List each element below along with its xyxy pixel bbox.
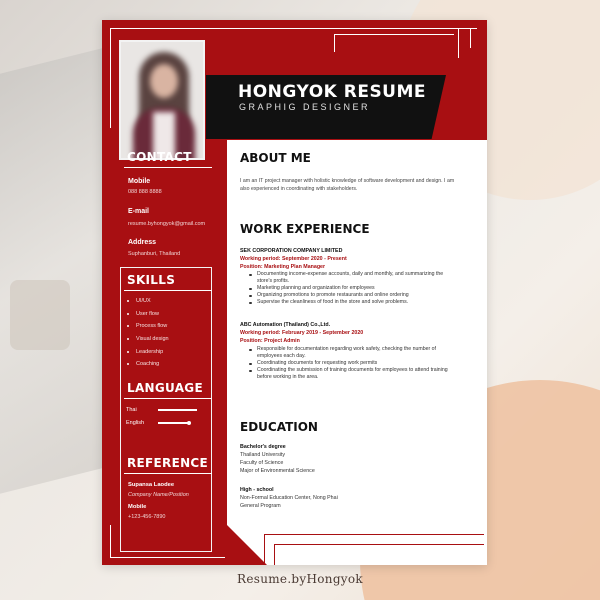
frame-line xyxy=(274,544,484,545)
education-degree: High - school xyxy=(240,487,274,493)
watermark-text: Resume.byHongyok xyxy=(237,572,363,586)
language-level-bar xyxy=(158,422,189,424)
education-degree: Bachelor's degree xyxy=(240,444,286,450)
reference-position: Company Name/Position xyxy=(128,492,189,498)
address-label: Address xyxy=(128,239,157,246)
job-duty: Coordinating the submission of training documents for employees to attend training before working in the area. xyxy=(248,367,458,381)
skill-item: UI/UX xyxy=(124,298,169,311)
education-line: Faculty of Science xyxy=(240,460,284,466)
language-label-english: English xyxy=(126,420,145,426)
corner-notch xyxy=(227,525,267,565)
education-line: Thailand University xyxy=(240,452,286,458)
job-duties xyxy=(248,346,458,381)
mobile-value: 088 888 8888 xyxy=(128,189,162,195)
frame-line xyxy=(264,534,484,535)
frame-line xyxy=(470,28,471,48)
skill-item: Leadership xyxy=(124,349,169,362)
job-duty: Documenting income-expense accounts, daily and monthly, and summarizing the store's profits. xyxy=(248,271,458,285)
job-duty: Supervise the cleanliness of food in the store and solve problems. xyxy=(248,299,458,306)
language-label-thai: Thai xyxy=(126,407,137,413)
job-position: Position: Marketing Plan Manager xyxy=(240,264,326,270)
reference-name: Supansa Laodee xyxy=(128,482,175,488)
job-duties xyxy=(248,271,458,306)
skills-heading: SKILLS xyxy=(127,273,176,287)
job-duty: Marketing planning and organization for employees xyxy=(248,285,458,292)
job-duty: Organizing promotions to promote restaurants and online ordering xyxy=(248,292,458,299)
frame-line xyxy=(110,28,477,29)
frame-line xyxy=(110,28,111,128)
resume-name: HONGYOK RESUME xyxy=(238,82,427,102)
email-label: E-mail xyxy=(128,208,150,215)
contact-heading: CONTACT xyxy=(127,150,192,164)
education-heading: EDUCATION xyxy=(240,420,318,434)
frame-line xyxy=(334,34,454,35)
resume-role: GRAPHIG DESIGNER xyxy=(239,102,371,112)
job-company: ABC Automation (Thailand) Co.,Ltd. xyxy=(240,322,331,328)
education-line: Non-Formal Education Center, Nong Phai xyxy=(240,495,338,501)
job-period: Working period: February 2019 - September 2020 xyxy=(240,330,364,336)
frame-line xyxy=(110,525,111,557)
job-position: Position: Project Admin xyxy=(240,338,300,344)
section-divider xyxy=(124,290,212,291)
mobile-label: Mobile xyxy=(128,178,151,185)
skill-item: Process flow xyxy=(124,323,169,336)
language-heading: LANGUAGE xyxy=(127,381,203,395)
frame-line xyxy=(274,544,275,565)
education-line: Major of Environmental Science xyxy=(240,468,315,474)
section-divider xyxy=(124,473,212,474)
frame-line xyxy=(334,34,335,52)
resume-sheet xyxy=(102,20,487,565)
about-text: I am an IT project manager with holistic knowledge of software development and design. I am also experienced in coordinating with stakeholders. xyxy=(240,178,455,192)
section-divider xyxy=(124,398,212,399)
job-duty: Coordinating documents for requesting work permits xyxy=(248,360,458,367)
skill-item: User flow xyxy=(124,311,169,324)
education-line: General Program xyxy=(240,503,281,509)
section-divider xyxy=(124,167,212,168)
background-mug xyxy=(10,280,70,350)
language-level-bar xyxy=(158,409,197,411)
email-value: resume.byhongyok@gmail.com xyxy=(128,221,206,227)
job-duty: Responsible for documentation regarding work safety, checking the number of employees each day. xyxy=(248,346,458,360)
reference-heading: REFERENCE xyxy=(127,456,209,470)
frame-line xyxy=(264,534,265,565)
job-period: Working period: September 2020 - Present xyxy=(240,256,347,262)
job-company: SEK CORPORATION COMPANY LIMITED xyxy=(240,248,343,254)
reference-mobile-label: Mobile xyxy=(128,504,147,510)
frame-line xyxy=(110,557,225,558)
reference-mobile-value: +123-456-7890 xyxy=(128,514,166,520)
skill-item: Coaching xyxy=(124,361,169,374)
skills-list xyxy=(124,298,169,374)
language-level-dot xyxy=(187,421,191,425)
experience-heading: WORK EXPERIENCE xyxy=(240,222,370,236)
skill-item: Visual design xyxy=(124,336,169,349)
about-heading: ABOUT ME xyxy=(240,151,311,165)
frame-line xyxy=(458,28,459,58)
profile-photo xyxy=(119,40,205,160)
address-value: Suphanburi, Thailand xyxy=(128,251,181,257)
